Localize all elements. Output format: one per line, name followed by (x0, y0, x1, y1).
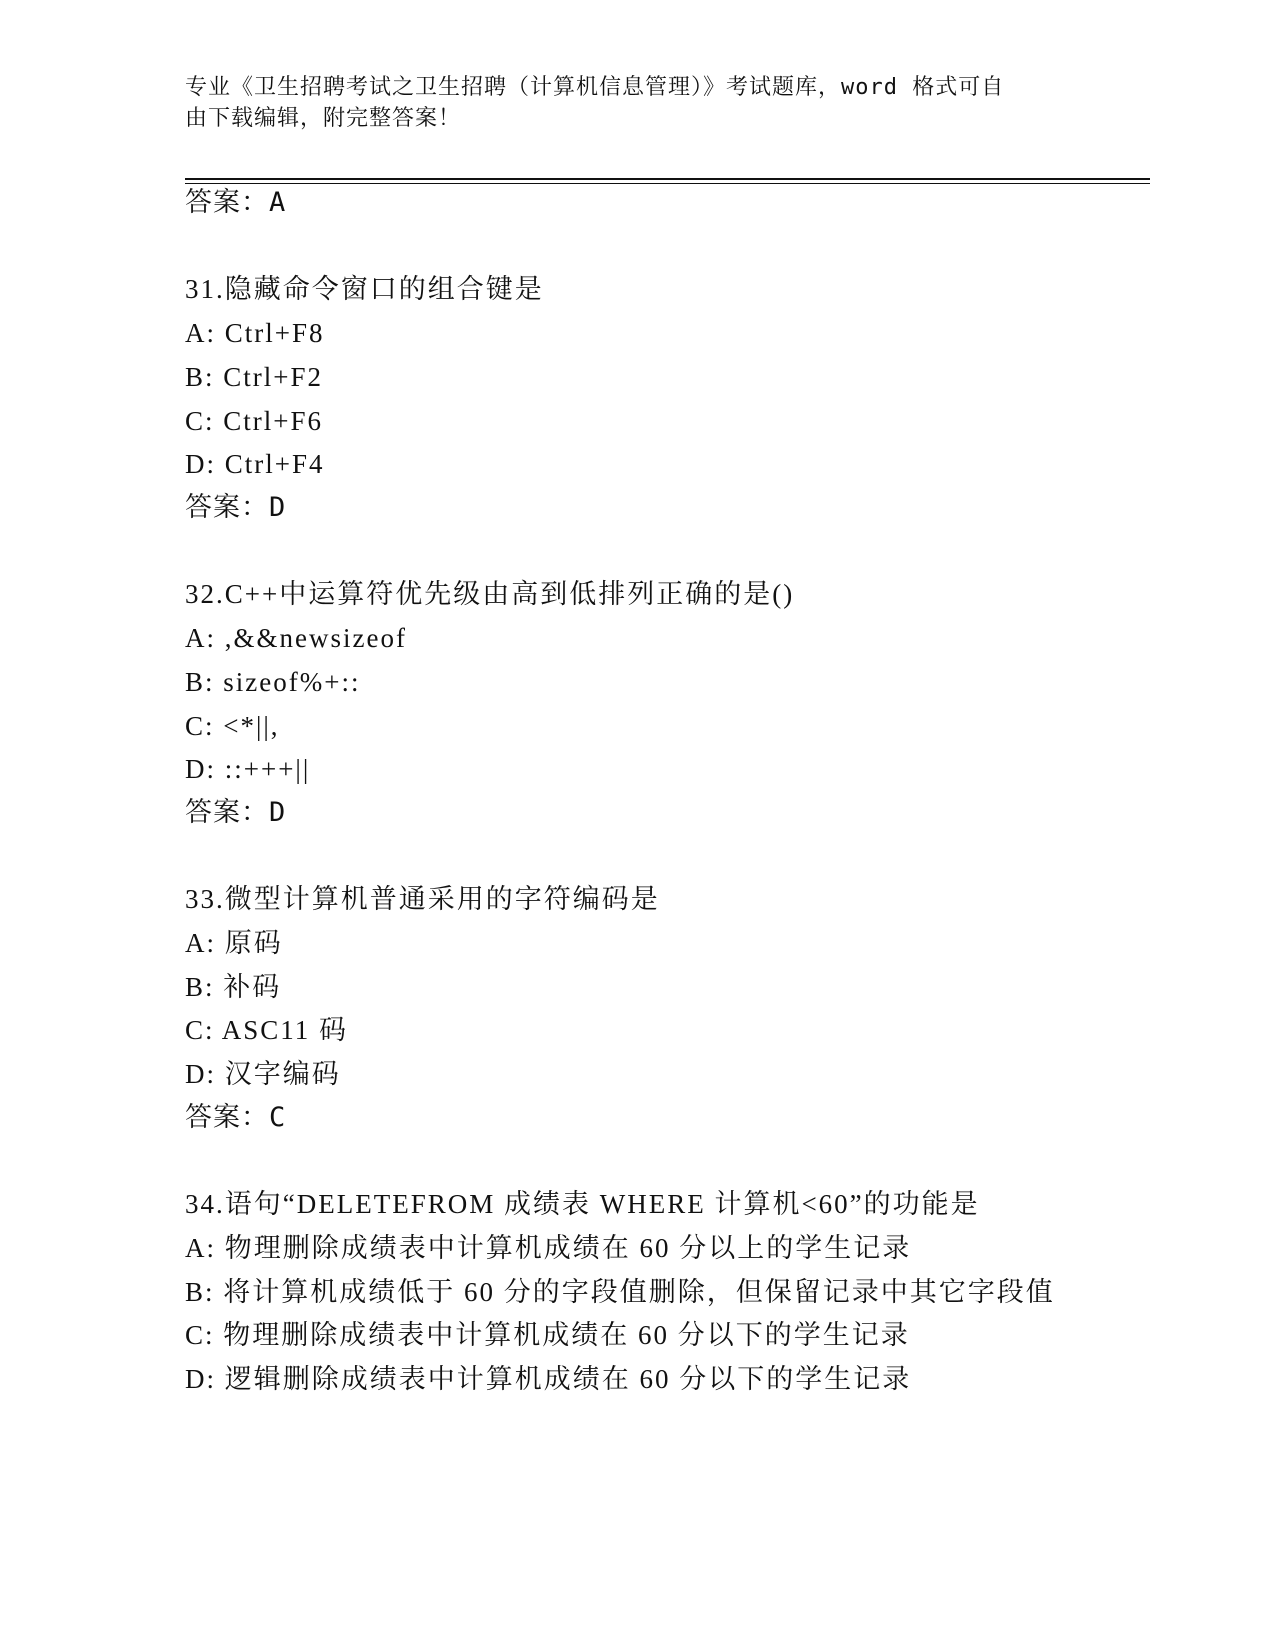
question-31-option-d: D: Ctrl+F4 (185, 449, 325, 479)
question-34-option-d: D: 逻辑删除成绩表中计算机成绩在 60 分以下的学生记录 (185, 1364, 912, 1394)
question-34-option-a: A: 物理删除成绩表中计算机成绩在 60 分以上的学生记录 (185, 1233, 912, 1263)
question-32-answer: 答案：D (185, 797, 287, 828)
question-34-option-c: C: 物理删除成绩表中计算机成绩在 60 分以下的学生记录 (185, 1320, 910, 1350)
question-34-option-b: B: 将计算机成绩低于 60 分的字段值删除，但保留记录中其它字段值 (185, 1277, 1055, 1307)
header-line-1: 专业《卫生招聘考试之卫生招聘（计算机信息管理）》考试题库，word 格式可自 (185, 75, 1005, 100)
question-33-answer: 答案：C (185, 1102, 287, 1133)
question-32-option-d: D: ::+++|| (185, 754, 311, 784)
question-31-option-a: A: Ctrl+F8 (185, 318, 325, 348)
question-32-option-c: C: <*||, (185, 711, 280, 741)
question-32-option-b: B: sizeof%+:: (185, 667, 361, 697)
question-33-option-a: A: 原码 (185, 928, 283, 958)
question-32-option-a: A: ,&&newsizeof (185, 623, 407, 653)
header-line-2: 由下载编辑，附完整答案！ (185, 106, 462, 131)
previous-answer: 答案：A (185, 187, 287, 218)
question-31-stem: 31.隐藏命令窗口的组合键是 (185, 274, 544, 304)
question-33-stem: 33.微型计算机普通采用的字符编码是 (185, 884, 660, 914)
question-31-option-b: B: Ctrl+F2 (185, 362, 324, 392)
question-34-stem: 34.语句“DELETEFROM 成绩表 WHERE 计算机<60”的功能是 (185, 1189, 980, 1219)
question-31-answer: 答案：D (185, 492, 287, 523)
question-33-option-c: C: ASC11 码 (185, 1015, 349, 1045)
document-header-note (185, 72, 1085, 134)
question-33-option-b: B: 补码 (185, 972, 282, 1002)
question-33-option-d: D: 汉字编码 (185, 1059, 341, 1089)
question-32-stem: 32.C++中运算符优先级由高到低排列正确的是() (185, 579, 795, 609)
header-divider-thin (185, 183, 1150, 184)
question-31-option-c: C: Ctrl+F6 (185, 406, 324, 436)
header-divider-thick (185, 178, 1150, 180)
